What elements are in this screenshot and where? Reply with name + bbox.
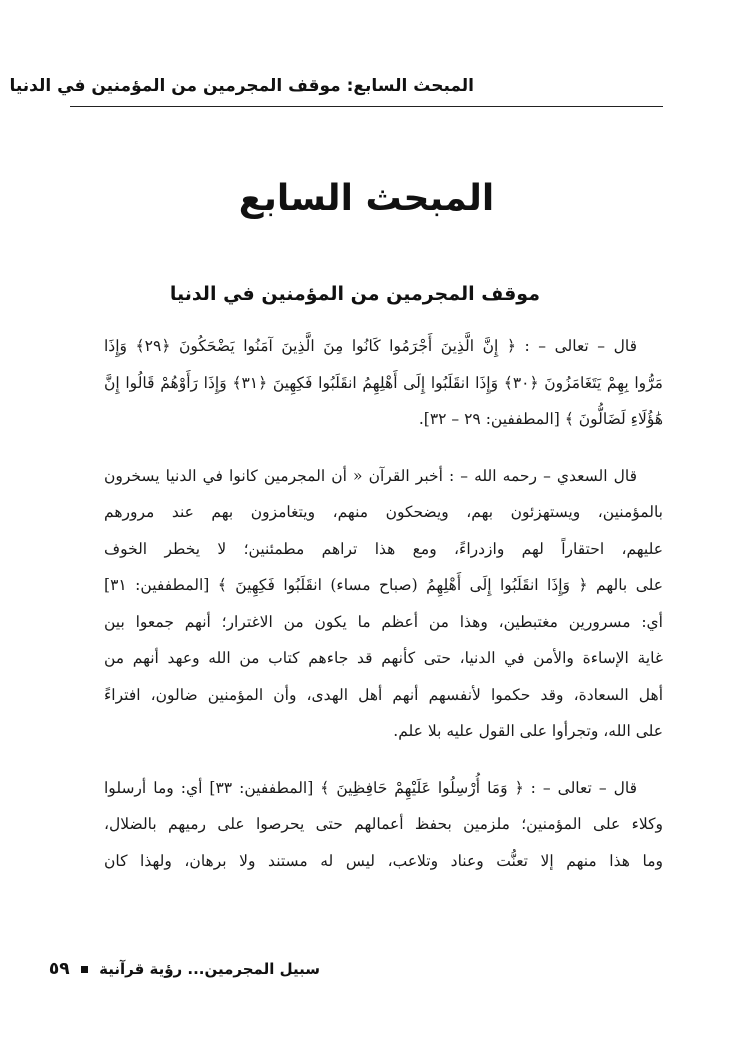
page-number: ٥٩ xyxy=(48,959,70,979)
text-line: وما هذا منهم إلا تعنُّت وعناد وتلاعب، ليس له مستند ولا برهان، ولهذا كان xyxy=(104,851,663,870)
text-line: بالمؤمنين، ويستهزئون بهم، ويضحكون منهم، ويتغامزون بهم عند مرورهم xyxy=(104,503,663,521)
header-rule xyxy=(70,106,663,107)
text-line: أي: مسرورين مغتبطين، وهذا من أعظم ما يكون من الاغترار؛ أنهم جمعوا بين xyxy=(104,612,663,631)
text-line: على الله، وتجرأوا على القول عليه بلا علم. xyxy=(393,722,663,740)
page-footer xyxy=(48,956,320,982)
text-line: هَٰؤُلَاءِ لَضَالُّونَ ﴾ [المطففين: ٢٩ – ٣٢]. xyxy=(418,410,663,428)
text-line: غاية الإساءة والأمن في الدنيا، حتى كأنهم قد جاءهم كتاب من الله وعهد أنهم من xyxy=(104,649,663,667)
text-line: قال السعدي – رحمه الله – : أخبر القرآن « أن المجرمين كانوا في الدنيا يسخرون xyxy=(104,466,637,485)
text-line: وكلاء على المؤمنين؛ ملزمين بحفظ أعمالهم حتى يحرصوا على رميهم بالضلال، xyxy=(104,815,663,833)
text-line: عليهم، احتقاراً لهم وازدراءً، ومع هذا تراهم مطمئنين؛ لا يخطر الخوف xyxy=(104,539,663,558)
text-line: قال – تعالى – : ﴿ إِنَّ الَّذِينَ أَجْرَمُوا كَانُوا مِنَ الَّذِينَ آمَنُوا يَضْحَكُونَ ﴿٢٩﴾ وَإِذَا xyxy=(104,337,638,355)
paragraph-quran-verse-2 xyxy=(104,770,663,880)
footer-book-title: سبيل المجرمين... رؤية قرآنية xyxy=(99,960,320,978)
section-title: موقف المجرمين من المؤمنين في الدنيا xyxy=(169,283,540,305)
paragraph-saadi-commentary xyxy=(104,458,663,750)
paragraph-quran-verse-1 xyxy=(104,328,663,438)
text-line: أهل السعادة، وقد حكموا لأنفسهم أنهم أهل الهدى، وأن المؤمنين ضالون، افتراءً xyxy=(104,685,663,704)
text-line: قال – تعالى – : ﴿ وَمَا أُرْسِلُوا عَلَيْهِمْ حَافِظِينَ ﴾ [المطففين: ٣٣] أي: وما أرسلوا xyxy=(104,778,637,797)
text-line: مَرُّوا بِهِمْ يَتَغَامَزُونَ ﴿٣٠﴾ وَإِذَا انقَلَبُوا إِلَى أَهْلِهِمُ انقَلَبُوا فَكِهِينَ ﴿٣١﴾ وَإِذَا رَأَوْهُمْ قَالُوا إِنَّ xyxy=(104,373,663,392)
square-bullet-icon xyxy=(81,966,88,973)
text-line: على بالهم ﴿ وَإِذَا انقَلَبُوا إِلَى أَهْلِهِمُ (صباح مساء) انقَلَبُوا فَكِهِينَ ﴾ [المطففين: ٣١] xyxy=(104,576,663,594)
body-text xyxy=(104,328,663,879)
chapter-title: المبحث السابع xyxy=(238,178,495,219)
running-head: المبحث السابع: موقف المجرمين من المؤمنين في الدنيا xyxy=(9,76,474,96)
